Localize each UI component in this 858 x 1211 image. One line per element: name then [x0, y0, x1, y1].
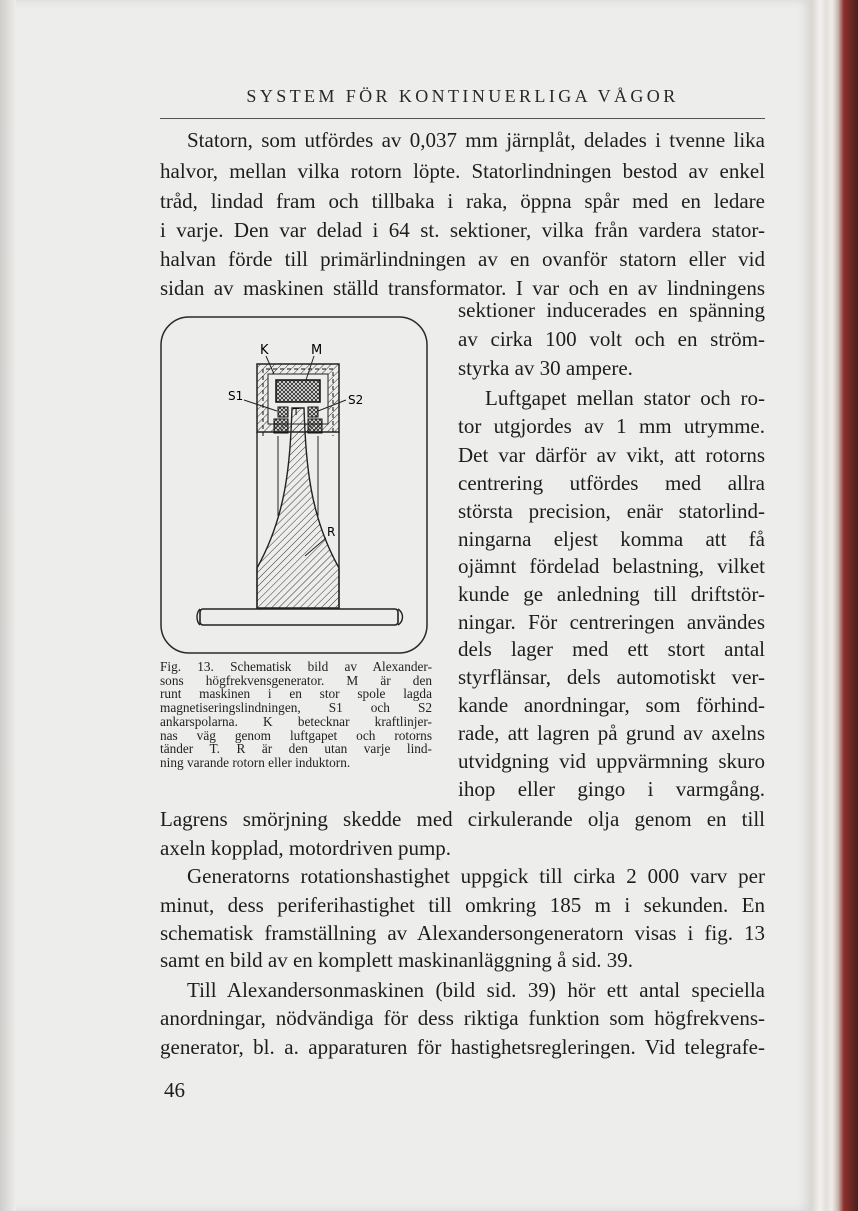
magnetizing-coil	[276, 380, 320, 402]
text-line: minut, dess periferihastighet till omkring 185 m i sekunden. En	[160, 893, 765, 917]
text-line: Till Alexandersonmaskinen (bild sid. 39) hör ett antal speciella	[187, 978, 765, 1002]
text-line: schematisk framställning av Alexandersongeneratorn visas i fig. 13	[160, 921, 765, 945]
text-line: Det var därför av vikt, att rotorns	[458, 443, 765, 467]
label-r: R	[327, 525, 336, 539]
text-line: styrflänsar, dels automotiskt ver-	[458, 665, 765, 689]
text-line: anordningar, nödvändiga för dess riktiga funktion som högfrekvens-	[160, 1006, 765, 1030]
caption-line: magnetiseringslindningen, S1 och S2	[160, 700, 432, 716]
text-line: största precision, enär statorlind-	[458, 499, 765, 523]
text-line: Luftgapet mellan stator och ro-	[485, 386, 765, 410]
figure-13	[160, 316, 428, 654]
text-line: utvidgning vid uppvärmning skuro	[458, 749, 765, 773]
running-head: SYSTEM FÖR KONTINUERLIGA VÅGOR	[246, 86, 679, 106]
text-line: ihop eller gingo i varmgång.	[458, 777, 765, 801]
caption-line: ning varande rotorn eller induktorn.	[160, 754, 351, 770]
text-line: kunde ge anledning till driftstör-	[458, 582, 765, 606]
generator-schematic	[160, 316, 428, 654]
text-line: samt en bild av en komplett maskinanläggning å sid. 39.	[160, 948, 634, 972]
text-line: i varje. Den var delad i 64 st. sektioner, vilka från vardera stator-	[160, 218, 765, 242]
text-line: styrka av 30 ampere.	[458, 356, 633, 380]
page-gutter	[0, 0, 16, 1211]
text-line: ningar. För centreringen användes	[458, 610, 765, 634]
text-line: sektioner inducerades en spänning	[458, 298, 765, 322]
armature-coil-s1	[278, 407, 288, 417]
text-line: halvan förde till primärlindningen av en ovanför statorn eller vid	[160, 247, 765, 271]
header-rule	[160, 118, 765, 119]
rotor	[257, 408, 339, 608]
text-line: halvor, mellan vilka rotorn löpte. Statorlindningen bestod av enkel	[160, 159, 765, 183]
text-line: ojämnt fördelad belastning, vilket	[458, 554, 765, 578]
caption-line: nas väg genom luftgapet och rotorns	[160, 727, 432, 743]
label-s2: S2	[348, 393, 364, 407]
text-line: centrering utfördes med allra	[458, 471, 765, 495]
text-line: tråd, lindad fram och tillbaka i raka, öppna spår med en ledare	[160, 189, 765, 213]
page-number: 46	[164, 1078, 185, 1102]
caption-line: Fig. 13. Schematisk bild av Alexander-	[160, 659, 432, 674]
text-line: ningarna eljest komma att få	[458, 527, 765, 551]
text-line: Generatorns rotationshastighet uppgick till cirka 2 000 varv per	[187, 864, 765, 888]
text-line: dels lager med ett stort antal	[458, 637, 765, 661]
text-line: Lagrens smörjning skedde med cirkulerande olja genom en till	[160, 807, 765, 831]
label-s1: S1	[228, 389, 244, 403]
armature-coil-s2	[308, 407, 318, 417]
caption-line: tänder T. R är den utan varje lind-	[160, 741, 432, 757]
text-line: sidan av maskinen ställd transformator. I var och en av lindningens	[160, 276, 765, 300]
label-m: M	[311, 343, 323, 358]
text-line: axeln kopplad, motordriven pump.	[160, 836, 452, 860]
text-line: rade, att lagren på grund av axelns	[458, 721, 765, 745]
text-line: Statorn, som utfördes av 0,037 mm järnplåt, delades i tvenne lika	[187, 128, 765, 152]
text-line: av cirka 100 volt och en ström-	[458, 327, 765, 351]
axle	[200, 609, 398, 625]
label-t: T	[293, 407, 300, 418]
figure-caption	[160, 660, 432, 770]
label-k: K	[260, 343, 269, 358]
text-line: kande anordningar, som förhind-	[458, 693, 765, 717]
caption-line: sons högfrekvensgenerator. M är den	[160, 672, 432, 688]
caption-line: ankarspolarna. K betecknar kraftlinjer-	[160, 713, 432, 729]
text-line: generator, bl. a. apparaturen för hastighetsregleringen. Vid telegrafe-	[160, 1035, 765, 1059]
caption-line: runt maskinen i en stor spole lagda	[160, 686, 432, 702]
book-edge	[812, 0, 858, 1211]
text-line: tor utgjordes av 1 mm utrymme.	[458, 414, 765, 438]
